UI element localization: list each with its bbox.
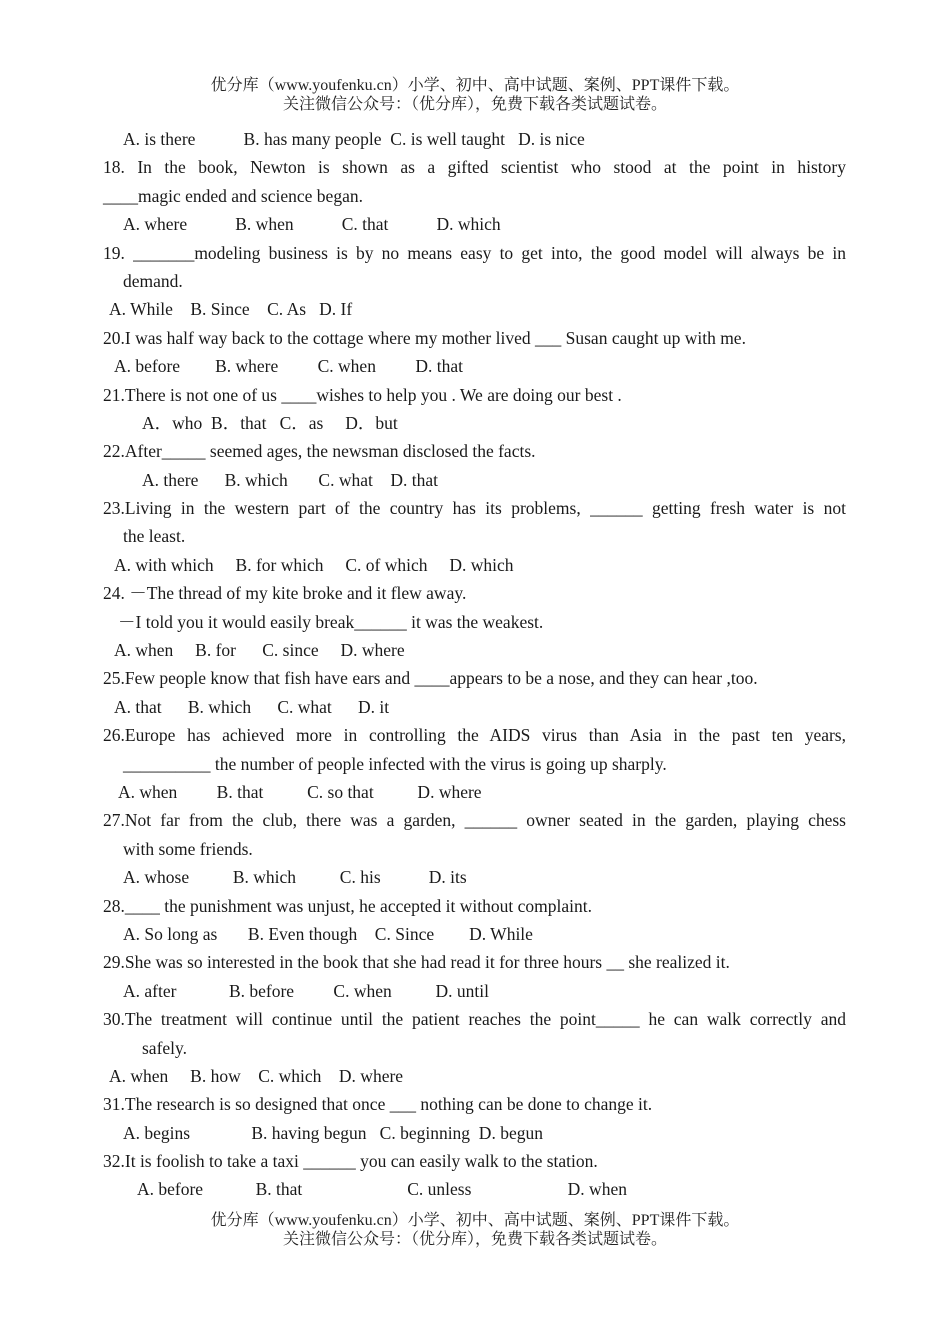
q30-stem: 30.The treatment will continue until the patient reaches the point_____ he can walk correctly and <box>103 1009 846 1030</box>
q30-stem-cont: safely. <box>142 1037 188 1058</box>
q19-options: A. While B. Since C. As D. If <box>109 299 353 320</box>
q27-options: A. whose B. which C. his D. its <box>123 867 467 888</box>
q22-stem: 22.After_____ seemed ages, the newsman disclosed the facts. <box>103 441 536 462</box>
page-footer <box>0 1211 950 1249</box>
q23-stem: 23.Living in the western part of the country has its problems, ______ getting fresh water is not <box>103 498 846 519</box>
q18-options: A. where B. when C. that D. which <box>123 214 501 235</box>
footer-line-2: 关注微信公众号：（优分库），免费下载各类试题试卷。 <box>282 1231 667 1248</box>
q25-options: A. that B. which C. what D. it <box>114 696 390 717</box>
q32-stem: 32.It is foolish to take a taxi ______ you can easily walk to the station. <box>103 1151 598 1172</box>
page-header <box>0 76 950 114</box>
q26-stem-cont: __________ the number of people infected with the virus is going up sharply. <box>123 753 667 774</box>
header-line-1: 优分库（www.youfenku.cn）小学、初中、高中试题、案例、PPT课件下载。 <box>210 77 740 94</box>
q20-stem: 20.I was half way back to the cottage where my mother lived ___ Susan caught up with me. <box>103 327 746 348</box>
q21-stem: 21.There is not one of us ____wishes to help you . We are doing our best . <box>103 384 622 405</box>
q26-options: A. when B. that C. so that D. where <box>118 781 482 802</box>
q25-stem: 25.Few people know that fish have ears and ____appears to be a nose, and they can hear ,too. <box>103 668 758 689</box>
q20-options: A. before B. where C. when D. that <box>114 356 463 377</box>
q22-options: A. there B. which C. what D. that <box>142 469 438 490</box>
q29-stem: 29.She was so interested in the book that she had read it for three hours __ she realized it. <box>103 952 730 973</box>
q30-options: A. when B. how C. which D. where <box>109 1065 404 1086</box>
q29-options: A. after B. before C. when D. until <box>123 980 489 1001</box>
q17-options: A. is there B. has many people C. is well taught D. is nice <box>123 129 585 149</box>
footer-line-1: 优分库（www.youfenku.cn）小学、初中、高中试题、案例、PPT课件下载。 <box>210 1212 740 1229</box>
q27-stem: 27.Not far from the club, there was a garden, ______ owner seated in the garden, playing chess <box>103 810 846 831</box>
q23-stem-cont: the least. <box>123 526 186 547</box>
q19-stem-cont: demand. <box>123 270 183 291</box>
q24-options: A. when B. for C. since D. where <box>114 640 405 661</box>
q18-stem-cont: ____magic ended and science began. <box>103 185 363 206</box>
q21-options: A．who B．that C．as D．but <box>142 412 398 433</box>
q26-stem: 26.Europe has achieved more in controlling the AIDS virus than Asia in the past ten years, <box>103 725 846 746</box>
q23-options: A. with which B. for which C. of which D. which <box>114 554 514 575</box>
q31-stem: 31.The research is so designed that once ___ nothing can be done to change it. <box>103 1094 653 1115</box>
q31-options: A. begins B. having begun C. beginning D. begun <box>123 1122 543 1143</box>
q28-options: A. So long as B. Even though C. Since D. While <box>123 923 533 944</box>
header-line-2: 关注微信公众号：（优分库），免费下载各类试题试卷。 <box>282 96 667 113</box>
q19-stem: 19. _______modeling business is by no means easy to get into, the good model will always be in <box>103 242 846 263</box>
q27-stem-cont: with some friends. <box>123 838 253 859</box>
q32-options: A. before B. that C. unless D. when <box>137 1179 627 1200</box>
q24-stem-cont: －I told you it would easily break______ it was the weakest. <box>118 611 544 632</box>
q24-stem: 24. －The thread of my kite broke and it flew away. <box>103 583 467 604</box>
q28-stem: 28.____ the punishment was unjust, he accepted it without complaint. <box>103 895 592 916</box>
q18-stem: 18. In the book, Newton is shown as a gifted scientist who stood at the point in history <box>103 157 846 178</box>
question-list <box>103 125 846 1204</box>
